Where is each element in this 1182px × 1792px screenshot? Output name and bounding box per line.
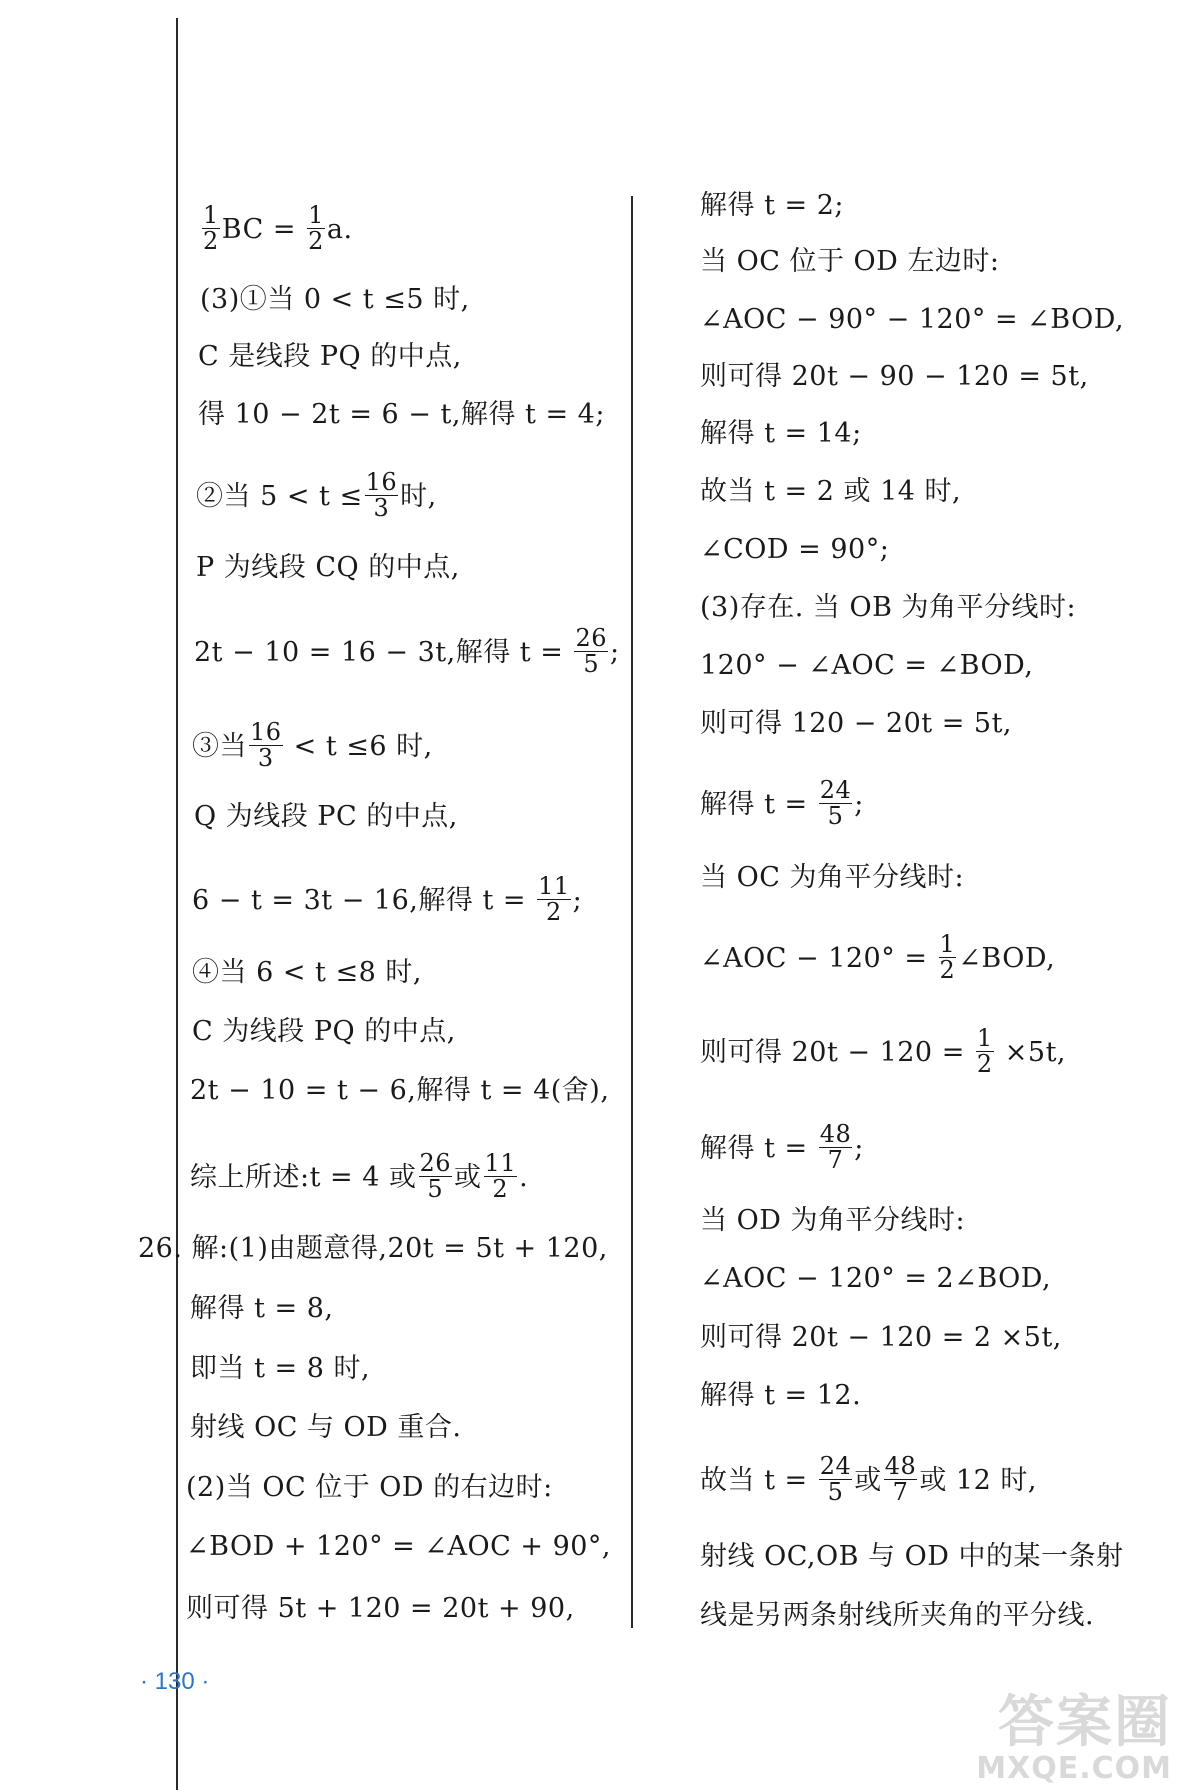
- fraction-numerator: 26: [575, 624, 607, 652]
- fraction-numerator: 11: [484, 1149, 517, 1177]
- fraction-denominator: 5: [827, 1478, 844, 1506]
- fraction-numerator: 1: [976, 1024, 993, 1052]
- left-line-6: [196, 550, 460, 586]
- right-line-8: [700, 590, 1076, 626]
- right-line-17: [700, 1261, 1051, 1297]
- right-line-19: [700, 1378, 861, 1414]
- fraction-denominator: 7: [892, 1478, 909, 1506]
- right-line-7: [700, 532, 889, 568]
- text-run: ≤5 时,: [374, 284, 470, 315]
- text-run: 当 OC 位于 OD 左边时:: [700, 246, 1000, 277]
- right-line-3: [700, 302, 1124, 338]
- text-run: ③当: [192, 731, 247, 762]
- fraction: [484, 1151, 518, 1202]
- left-line-16: [190, 1291, 333, 1327]
- text-run: ②当 5 < t ≤: [196, 481, 363, 512]
- right-line-21: [700, 1539, 1124, 1575]
- fraction-numerator: 1: [203, 201, 219, 229]
- text-run: 解得 t = 2;: [700, 190, 844, 221]
- left-line-17: [190, 1351, 370, 1387]
- left-line-11: [192, 955, 422, 991]
- left-line-10: [192, 872, 583, 927]
- left-line-14: [190, 1149, 529, 1204]
- left-line-5: [196, 468, 437, 523]
- fraction: [819, 778, 853, 829]
- text-run: ;: [854, 1133, 864, 1164]
- fraction-denominator: 7: [827, 1146, 844, 1174]
- fraction: [537, 874, 571, 925]
- text-run: 得 10 − 2t = 6 − t,解得 t = 4;: [198, 399, 605, 430]
- left-line-1: [200, 201, 353, 256]
- text-run: 线是另两条射线所夹角的平分线.: [700, 1600, 1095, 1631]
- text-run: a.: [326, 214, 353, 245]
- text-run: 的中点,: [361, 341, 462, 372]
- fraction-denominator: 5: [583, 650, 600, 678]
- fraction-denominator: 2: [976, 1050, 993, 1078]
- text-run: (2)当 OC 位于 OD 的右边时:: [186, 1472, 553, 1503]
- right-line-14: [700, 1024, 1067, 1079]
- fraction: [202, 203, 220, 254]
- right-line-12: [700, 860, 964, 896]
- page-number: · 130 ·: [140, 1668, 210, 1695]
- fraction-numerator: 48: [884, 1452, 917, 1480]
- text-run: 解得 t =: [700, 1133, 817, 1164]
- text-run: BC: [221, 214, 264, 245]
- text-run: =: [263, 214, 306, 245]
- text-run: 射线 OC,OB 与 OD 中的某一条射: [700, 1541, 1124, 1572]
- left-line-15: [138, 1231, 608, 1267]
- right-line-13: [700, 930, 1056, 985]
- fraction: [249, 720, 283, 771]
- fraction: [976, 1026, 994, 1077]
- text-run: 则可得 20t − 90 − 120 = 5t,: [700, 361, 1089, 392]
- right-line-15: [700, 1120, 864, 1175]
- text-run: 或 12 时,: [919, 1465, 1037, 1496]
- left-line-3: [198, 339, 462, 375]
- left-line-21: [186, 1591, 575, 1627]
- left-line-9: [194, 799, 458, 835]
- fraction-denominator: 2: [545, 898, 562, 926]
- text-run: 射线 OC 与 OD 重合.: [190, 1412, 462, 1443]
- text-run: 当 OC 为角平分线时:: [700, 862, 965, 893]
- text-run: (3)存在. 当 OB 为角平分线时:: [700, 592, 1077, 623]
- fraction-numerator: 16: [365, 468, 398, 496]
- fraction-denominator: 2: [492, 1175, 509, 1203]
- text-run: ;: [572, 885, 583, 916]
- right-line-6: [700, 474, 961, 510]
- fraction-denominator: 5: [827, 802, 844, 830]
- fraction-denominator: 3: [373, 494, 390, 522]
- right-line-18: [700, 1320, 1062, 1356]
- fraction: [307, 203, 325, 254]
- text-run: 则可得 5t + 120 = 20t + 90,: [186, 1593, 575, 1624]
- text-run: < t ≤6 时,: [284, 731, 433, 762]
- text-run: ×5t,: [995, 1037, 1067, 1068]
- text-run: ∠AOC − 120° =: [700, 943, 937, 974]
- right-line-1: [700, 188, 844, 224]
- right-line-10: [700, 706, 1012, 742]
- text-run: ∠AOC − 120° = 2∠BOD,: [700, 1263, 1052, 1294]
- right-line-4: [700, 359, 1089, 395]
- left-line-19: [186, 1470, 553, 1506]
- left-line-7: [194, 624, 620, 679]
- text-run: 即当 t = 8 时,: [190, 1353, 371, 1384]
- left-line-18: [190, 1410, 462, 1446]
- right-line-11: [700, 776, 864, 831]
- right-line-9: [700, 648, 1033, 684]
- text-run: 故当 t = 2 或 14 时,: [700, 476, 962, 507]
- left-line-8: [192, 718, 433, 773]
- text-run: 或: [454, 1162, 482, 1193]
- fraction-numerator: 1: [939, 930, 956, 958]
- left-line-4: [198, 397, 605, 433]
- text-run: 当 OD 为角平分线时:: [700, 1205, 966, 1236]
- left-margin-rule: [176, 18, 178, 1790]
- text-run: ;: [854, 789, 864, 820]
- fraction: [365, 470, 399, 521]
- fraction: [574, 626, 608, 677]
- text-run: C: [198, 341, 220, 372]
- text-run: 解得 t = 12.: [700, 1380, 862, 1411]
- text-run: ;: [609, 637, 620, 668]
- text-run: Q 为线段 PC 的中点,: [194, 801, 458, 832]
- right-line-5: [700, 416, 862, 452]
- text-run: (3)①当 0 <: [200, 284, 363, 315]
- fraction: [819, 1122, 853, 1173]
- text-run: 解得 t = 8,: [190, 1293, 334, 1324]
- text-run: 解得 t = 14;: [700, 418, 862, 449]
- text-run: 2t − 10 = 16 − 3t,解得 t =: [194, 637, 573, 668]
- fraction-denominator: 3: [257, 744, 274, 772]
- text-run: 6 − t = 3t − 16,解得 t =: [192, 885, 536, 916]
- text-run: ∠BOD + 120° = ∠AOC + 90°,: [186, 1531, 612, 1562]
- fraction: [819, 1454, 853, 1505]
- left-line-2: [200, 282, 470, 318]
- text-run: C 为线段 PQ 的中点,: [192, 1016, 456, 1047]
- fraction: [419, 1151, 453, 1202]
- column-divider-rule: [631, 196, 633, 1628]
- watermark-url: MXQE.COM: [976, 1750, 1172, 1786]
- fraction-denominator: 2: [203, 227, 219, 255]
- watermark: [976, 1689, 1172, 1786]
- text-run: 故当 t =: [700, 1465, 817, 1496]
- text-run: ∠BOD,: [958, 943, 1056, 974]
- text-run: 解得 t =: [700, 789, 817, 820]
- text-run: 综上所述:t = 4 或: [190, 1162, 417, 1193]
- fraction-numerator: 26: [419, 1149, 452, 1177]
- text-run: 时,: [400, 481, 437, 512]
- text-run: ∠COD = 90°;: [700, 534, 890, 565]
- right-line-22: [700, 1598, 1094, 1634]
- fraction-numerator: 16: [250, 718, 282, 746]
- fraction-numerator: 11: [538, 872, 570, 900]
- text-run: PQ: [319, 341, 362, 372]
- fraction: [884, 1454, 918, 1505]
- text-run: 则可得 20t − 120 = 2 ×5t,: [700, 1322, 1062, 1353]
- text-run: 2t − 10 = t − 6,解得 t = 4(舍),: [190, 1075, 610, 1106]
- right-line-16: [700, 1203, 965, 1239]
- text-run: 则可得 120 − 20t = 5t,: [700, 708, 1013, 739]
- fraction-numerator: 24: [819, 1452, 852, 1480]
- right-line-20: [700, 1452, 1037, 1507]
- text-run: 120° − ∠AOC = ∠BOD,: [700, 650, 1034, 681]
- text-run: .: [519, 1162, 529, 1193]
- fraction-numerator: 24: [819, 776, 852, 804]
- text-run: 26. 解:(1)由题意得,20t = 5t + 120,: [138, 1233, 608, 1264]
- text-run: ④当 6 < t ≤8 时,: [192, 957, 422, 988]
- left-line-13: [190, 1073, 609, 1109]
- text-run: 或: [854, 1465, 882, 1496]
- text-run: P 为线段 CQ 的中点,: [196, 552, 460, 583]
- fraction-denominator: 2: [939, 956, 956, 984]
- text-run: 是线段: [219, 341, 320, 372]
- left-line-12: [192, 1014, 456, 1050]
- fraction-numerator: 1: [308, 201, 324, 229]
- fraction-denominator: 2: [308, 227, 324, 255]
- text-run: t: [362, 284, 375, 315]
- text-run: 则可得 20t − 120 =: [700, 1037, 974, 1068]
- fraction-denominator: 5: [427, 1175, 444, 1203]
- watermark-title: 答案圈: [998, 1689, 1172, 1755]
- right-line-2: [700, 244, 1000, 280]
- text-run: ∠AOC − 90° − 120° = ∠BOD,: [700, 304, 1125, 335]
- fraction-numerator: 48: [819, 1120, 852, 1148]
- left-line-20: [186, 1529, 611, 1565]
- fraction: [939, 932, 957, 983]
